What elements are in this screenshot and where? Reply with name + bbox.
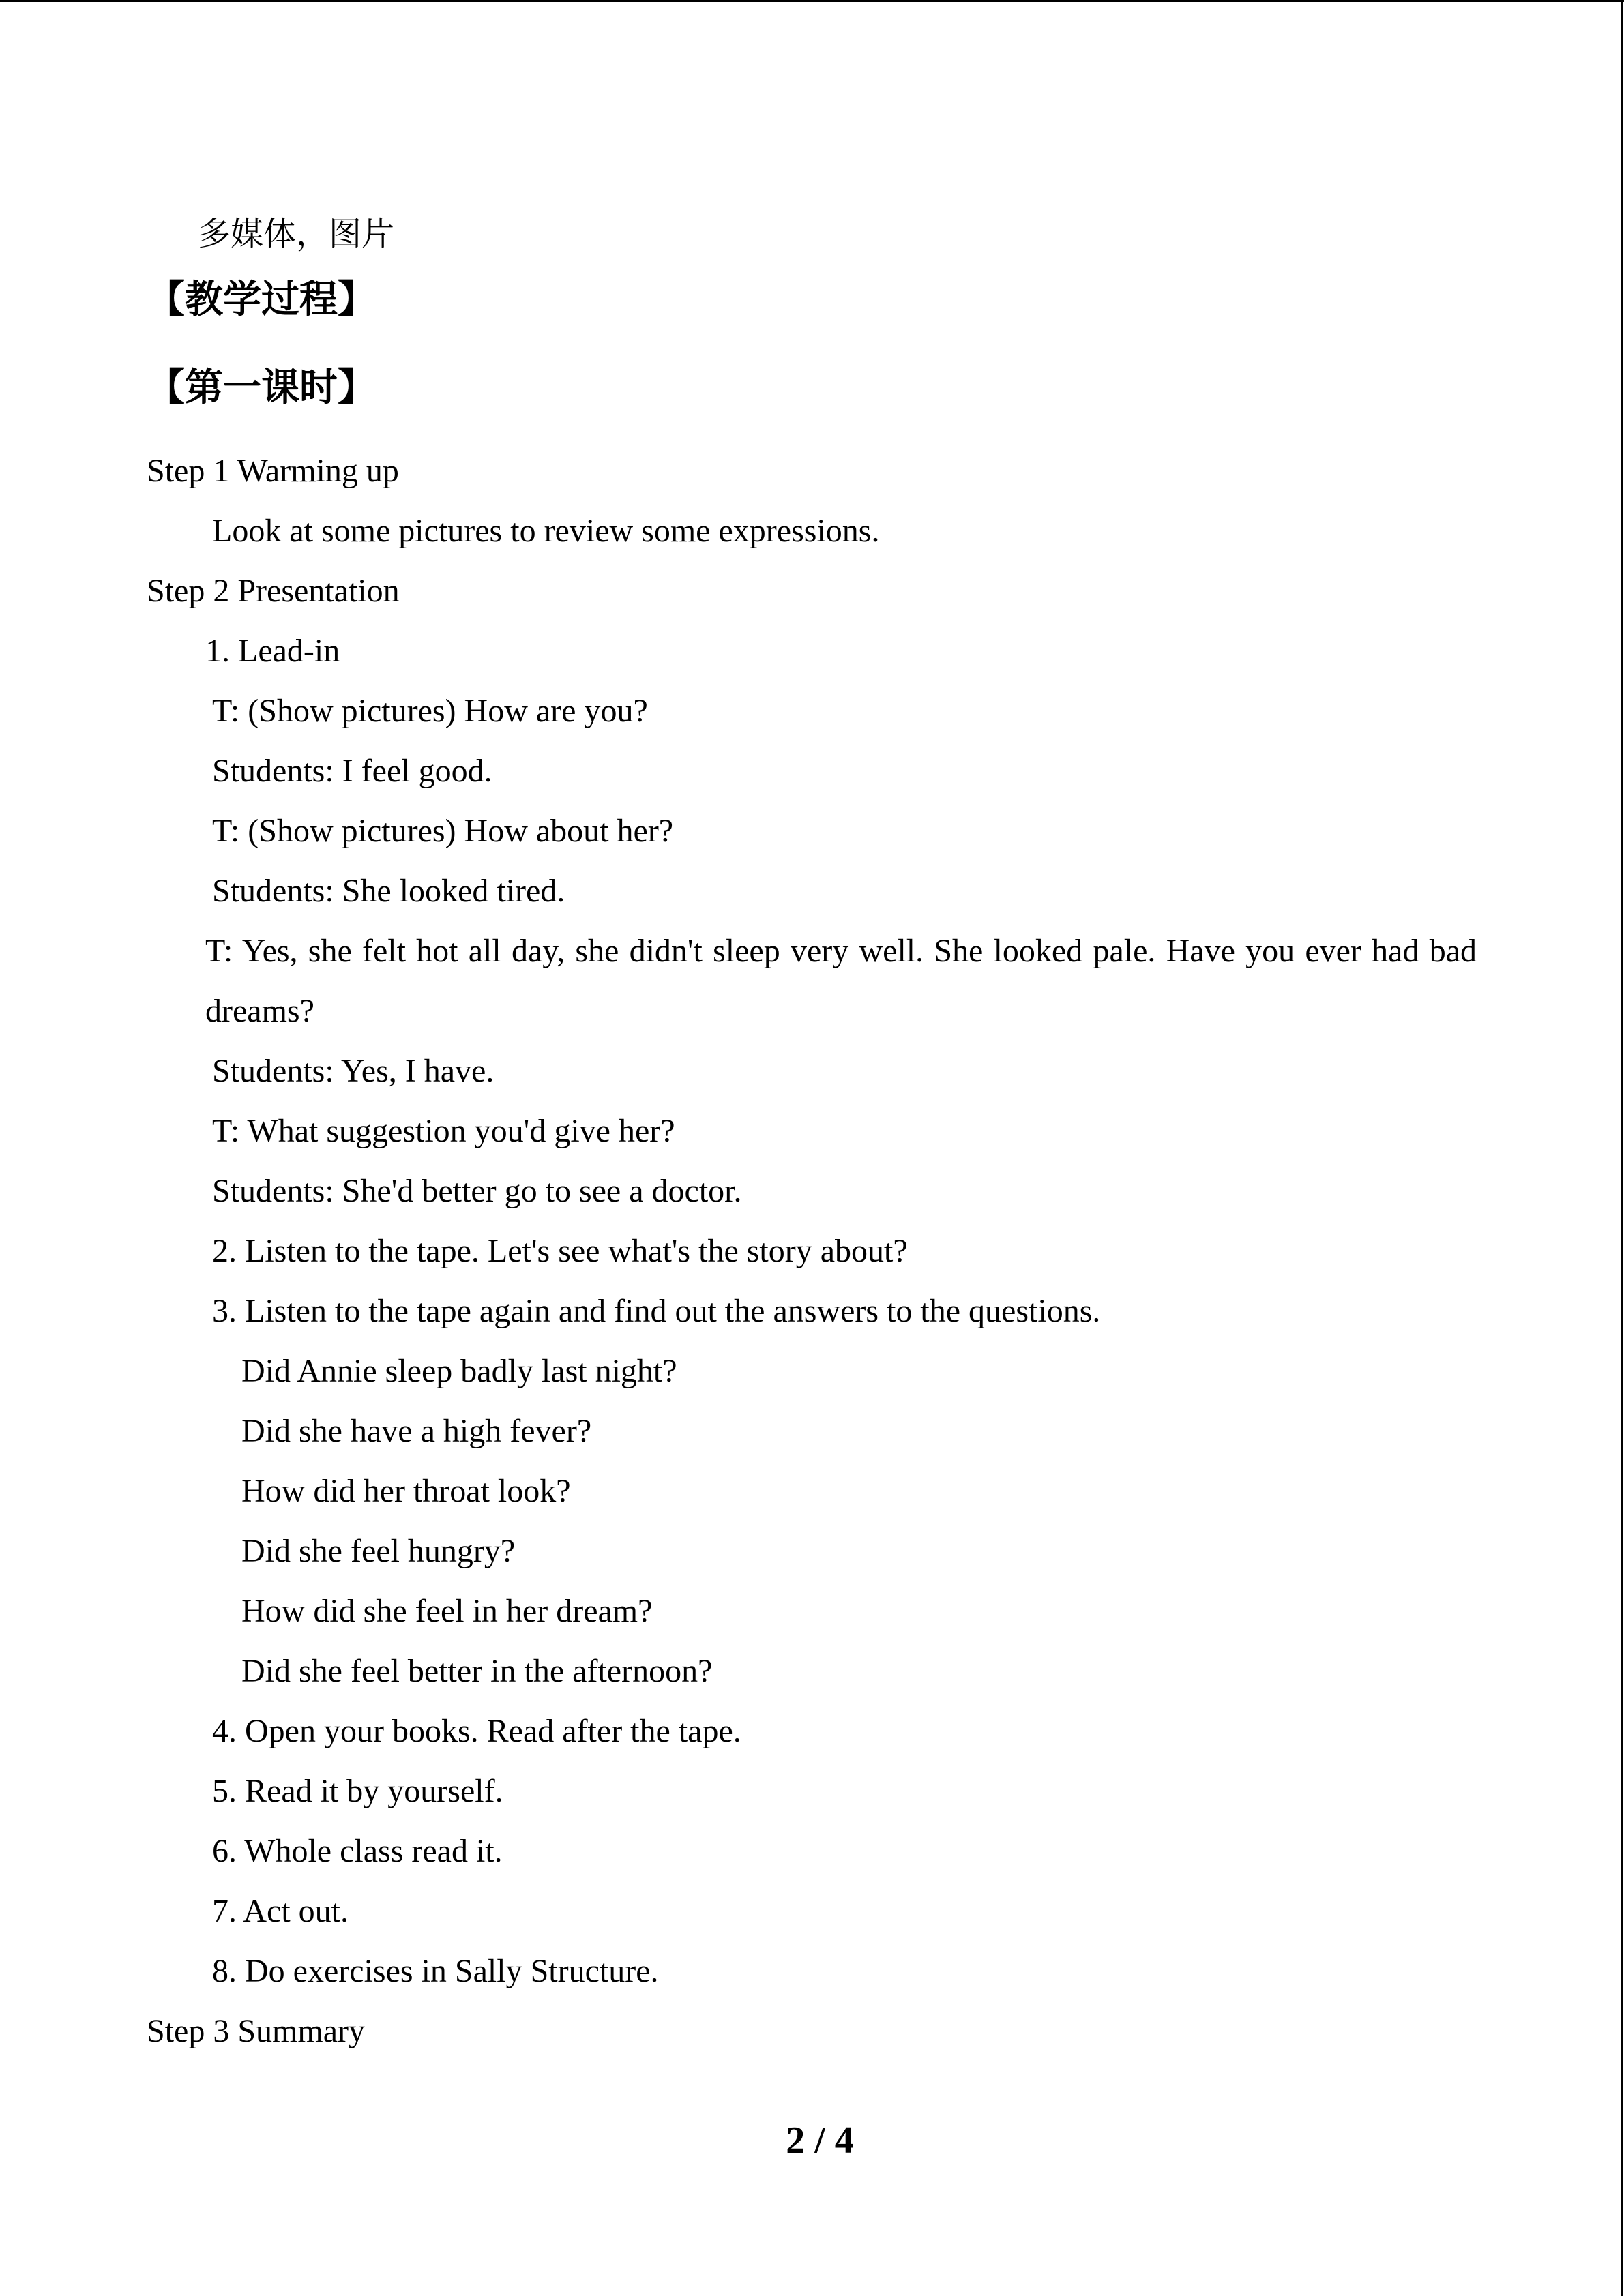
dialogue-line: T: (Show pictures) How are you?	[212, 693, 648, 729]
question-item: How did she feel in her dream?	[241, 1593, 653, 1629]
teaching-materials: 多媒体，图片	[198, 216, 395, 252]
dialogue-line: Students: She'd better go to see a doctor.	[212, 1173, 742, 1209]
question-item: How did her throat look?	[241, 1473, 571, 1509]
step-1-activity: Look at some pictures to review some expressions.	[212, 513, 880, 549]
dialogue-line: T: (Show pictures) How about her?	[212, 813, 674, 849]
lead-in-label: 1. Lead-in	[205, 633, 340, 669]
section-heading-teaching-process: 【教学过程】	[147, 279, 376, 321]
page-number: 2 / 4	[786, 2119, 854, 2162]
question-item: Did Annie sleep badly last night?	[241, 1353, 677, 1389]
task-item: 2. Listen to the tape. Let's see what's the story about?	[212, 1233, 908, 1269]
lesson-body	[0, 441, 1624, 2061]
question-item: Did she have a high fever?	[241, 1413, 592, 1449]
followup-item: 6. Whole class read it.	[212, 1833, 503, 1869]
task-item: 3. Listen to the tape again and find out the answers to the questions.	[212, 1293, 1101, 1329]
dialogue-line: T: What suggestion you'd give her?	[212, 1113, 675, 1149]
dialogue-line: Students: I feel good.	[212, 753, 492, 789]
page-border-top	[0, 0, 1624, 2]
step-3-title: Step 3 Summary	[147, 2013, 365, 2049]
dialogue-paragraph: T: Yes, she felt hot all day, she didn't sleep very well. She looked pale. Have you ever had bad dreams?	[205, 933, 1477, 1029]
followup-item: 4. Open your books. Read after the tape.	[212, 1713, 741, 1749]
followup-item: 7. Act out.	[212, 1893, 349, 1929]
step-1-title: Step 1 Warming up	[147, 453, 399, 489]
section-heading-first-lesson: 【第一课时】	[147, 367, 376, 409]
dialogue-line: Students: Yes, I have.	[212, 1053, 494, 1089]
step-2-title: Step 2 Presentation	[147, 573, 400, 609]
dialogue-line: Students: She looked tired.	[212, 873, 565, 909]
question-item: Did she feel better in the afternoon?	[241, 1653, 713, 1689]
followup-item: 8. Do exercises in Sally Structure.	[212, 1953, 659, 1989]
followup-item: 5. Read it by yourself.	[212, 1773, 503, 1809]
question-item: Did she feel hungry?	[241, 1533, 516, 1569]
